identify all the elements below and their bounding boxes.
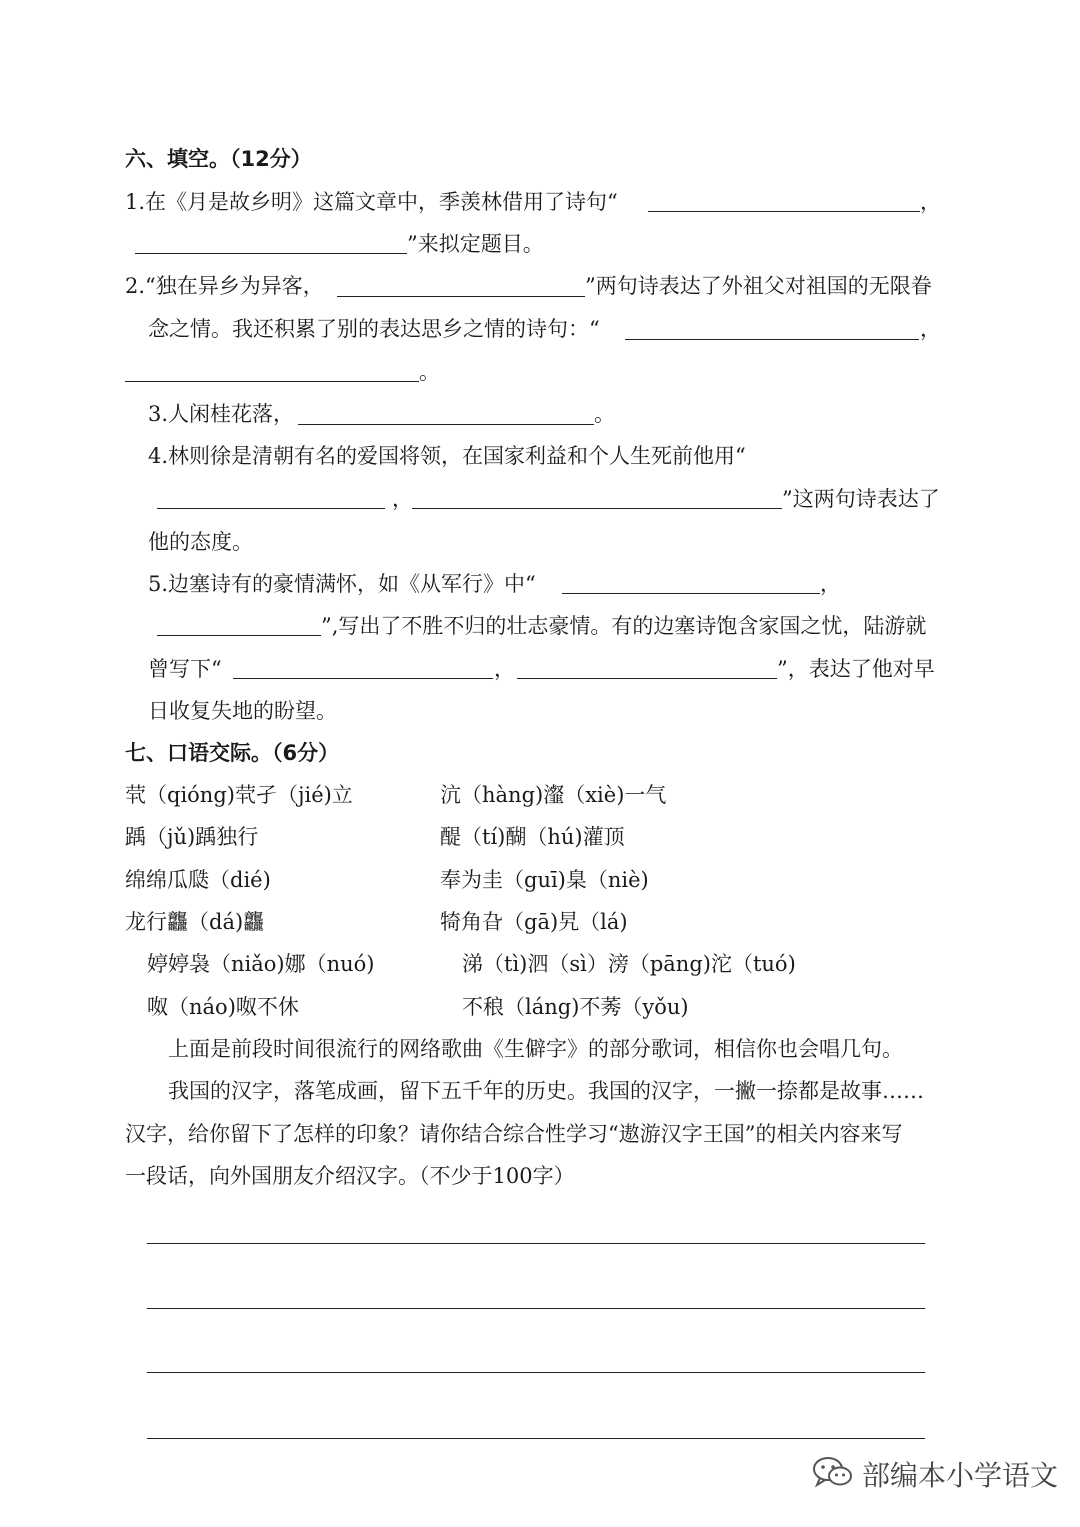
prompt-paragraph-2b: 汉字，给你留下了怎样的印象？请你结合综合性学习“遨游汉字王国”的相关内容来写	[125, 1122, 903, 1146]
q5-text-e: ，	[494, 657, 515, 681]
lyric-left: 龙行龘（dá)龘	[125, 910, 265, 934]
q5-text-a: 5.边塞诗有的豪情满怀，如《从军行》中“	[148, 572, 536, 596]
lyric-left: 绵绵瓜瓞（dié)	[125, 868, 271, 892]
q5-text-f: ”，表达了他对早	[777, 657, 935, 681]
q2-text-a: 2.“独在异乡为异客，	[125, 274, 324, 298]
lyric-right: 奉为圭（guī)臬（niè)	[440, 868, 649, 892]
lyric-right: 涕（tì)泗（sì）滂（pāng)沱（tuó)	[462, 952, 796, 976]
q2-blank-3[interactable]	[125, 381, 419, 382]
q1-blank-1[interactable]	[648, 211, 920, 212]
section-6-heading: 六、填空。（12分）	[125, 147, 312, 171]
lyric-right: 不稂（láng)不莠（yǒu)	[462, 995, 689, 1019]
q1-blank-2[interactable]	[135, 253, 407, 254]
q4-text-c: ”这两句诗表达了	[782, 487, 940, 511]
q3-text-b: 。	[594, 402, 615, 426]
q5-text-d: 曾写下“	[148, 657, 222, 681]
lyric-right: 醍（tí)醐（hú)灌顶	[440, 825, 625, 849]
q4-text-b: ，	[392, 487, 413, 511]
q3-blank[interactable]	[298, 424, 594, 425]
watermark-text: 部编本小学语文	[862, 1459, 1059, 1492]
writing-line[interactable]	[147, 1372, 925, 1373]
q4-blank-1[interactable]	[157, 508, 385, 509]
q5-blank-1[interactable]	[562, 593, 820, 594]
q5-text-c: ”,写出了不胜不归的壮志豪情。有的边塞诗饱含家国之忧，陆游就	[321, 614, 927, 638]
q2-text-e: 。	[419, 360, 440, 384]
q5-text-g: 日收复失地的盼望。	[148, 699, 337, 723]
prompt-paragraph-1: 上面是前段时间很流行的网络歌曲《生僻字》的部分歌词，相信你也会唱几句。	[168, 1037, 903, 1061]
q2-blank-1[interactable]	[337, 296, 585, 297]
lyric-left: 茕（qióng)茕孑（jié)立	[125, 783, 353, 807]
watermark	[812, 1454, 1058, 1494]
writing-line[interactable]	[147, 1243, 925, 1244]
q2-text-d: ，	[920, 317, 941, 341]
q1-text-b: ，	[920, 190, 941, 214]
q5-blank-2[interactable]	[157, 635, 321, 636]
prompt-paragraph-2c: 一段话，向外国朋友介绍汉字。（不少于100字）	[125, 1164, 575, 1188]
section-7-heading: 七、口语交际。（6分）	[125, 741, 340, 765]
q3-text-a: 3.人闲桂花落，	[148, 402, 295, 426]
q5-text-b: ，	[820, 572, 841, 596]
lyric-left: 婷婷袅（niǎo)娜（nuó)	[147, 952, 375, 976]
lyric-right: 沆（hàng)瀣（xiè)一气	[440, 783, 667, 807]
q5-blank-4[interactable]	[517, 678, 777, 679]
q4-blank-2[interactable]	[412, 508, 782, 509]
q4-text-d: 他的态度。	[148, 530, 253, 554]
writing-line[interactable]	[147, 1308, 925, 1309]
q2-text-c: 念之情。我还积累了别的表达思乡之情的诗句：“	[148, 317, 600, 341]
q1-text-c: ”来拟定题目。	[407, 232, 544, 256]
q1-text-a: 1.在《月是故乡明》这篇文章中，季羡林借用了诗句“	[125, 190, 618, 214]
wechat-icon	[812, 1455, 854, 1493]
lyric-left: 呶（náo)呶不休	[147, 995, 299, 1019]
prompt-paragraph-2a: 我国的汉字，落笔成画，留下五千年的历史。我国的汉字，一撇一捺都是故事……	[168, 1079, 924, 1103]
lyric-right: 犄角旮（gā)旯（lá)	[440, 910, 628, 934]
writing-line[interactable]	[147, 1438, 925, 1439]
lyric-left: 踽（jǔ)踽独行	[125, 825, 259, 849]
q5-blank-3[interactable]	[233, 678, 493, 679]
q2-text-b: ”两句诗表达了外祖父对祖国的无限眷	[585, 274, 932, 298]
q2-blank-2[interactable]	[625, 339, 919, 340]
q4-text-a: 4.林则徐是清朝有名的爱国将领，在国家利益和个人生死前他用“	[148, 444, 746, 468]
